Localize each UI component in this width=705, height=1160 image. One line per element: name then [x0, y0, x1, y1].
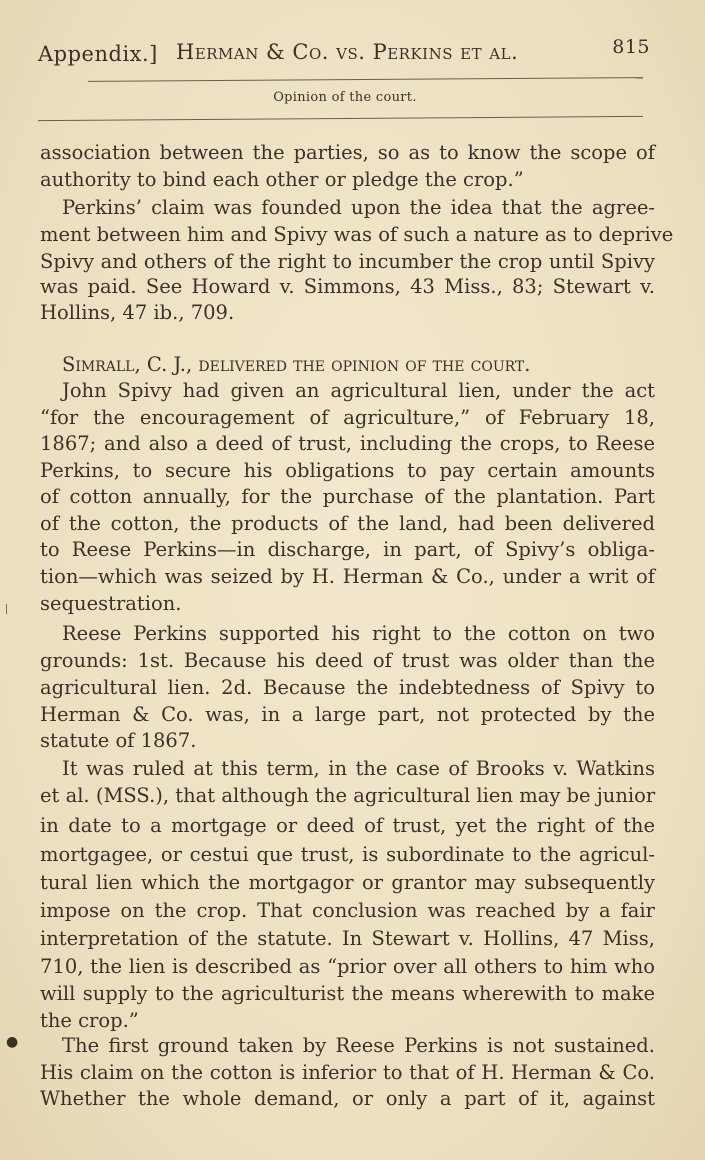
- text-line: Whether the whole demand, or only a part of it, against: [40, 1087, 655, 1110]
- header-case-title: Herman & Co. vs. Perkins et al.: [176, 40, 519, 64]
- text-line: tion—which was seized by H. Herman & Co., under a writ of: [40, 565, 655, 588]
- text-line: His claim on the cotton is inferior to that of H. Herman & Co.: [40, 1061, 655, 1084]
- text-line: authority to bind each other or pledge the crop.”: [40, 168, 524, 191]
- header-rule: [88, 77, 643, 82]
- text-line: to Reese Perkins—in discharge, in part, of Spivy’s obliga-: [40, 538, 655, 561]
- text-line: The first ground taken by Reese Perkins is not sustained.: [62, 1034, 655, 1057]
- text-line: the crop.”: [40, 1009, 139, 1032]
- subhead: Opinion of the court.: [273, 90, 417, 105]
- text-line: Perkins’ claim was founded upon the idea that the agree-: [62, 196, 655, 219]
- margin-mark: [6, 604, 7, 614]
- text-line: John Spivy had given an agricultural lien, under the act: [62, 379, 655, 402]
- text-line: will supply to the agriculturist the means wherewith to make: [40, 982, 655, 1005]
- text-line: Herman & Co. was, in a large part, not protected by the: [40, 703, 655, 726]
- text-line: tural lien which the mortgagor or grantor may subsequently: [40, 871, 655, 894]
- text-line: interpretation of the statute. In Stewart v. Hollins, 47 Miss,: [40, 927, 655, 950]
- text-line: Perkins, to secure his obligations to pay certain amounts: [40, 459, 655, 482]
- text-line: impose on the crop. That conclusion was reached by a fair: [40, 899, 655, 922]
- text-line: in date to a mortgage or deed of trust, yet the right of the: [40, 814, 655, 837]
- text-line: Hollins, 47 ib., 709.: [40, 301, 235, 324]
- text-line: statute of 1867.: [40, 729, 197, 752]
- text-line: Spivy and others of the right to incumber the crop until Spivy: [40, 250, 655, 273]
- running-header: [38, 36, 658, 70]
- text-line: It was ruled at this term, in the case of Brooks v. Watkins: [62, 757, 655, 780]
- margin-dot: ●: [6, 1034, 19, 1050]
- text-line: mortgagee, or cestui que trust, is subordinate to the agricul-: [40, 843, 655, 866]
- text-line: ment between him and Spivy was of such a nature as to deprive: [40, 223, 674, 246]
- text-line: Reese Perkins supported his right to the cotton on two: [62, 622, 655, 645]
- opinion-attribution: Simrall, C. J., delivered the opinion of the court.: [62, 353, 531, 376]
- text-line: of cotton annually, for the purchase of the plantation. Part: [40, 485, 655, 508]
- text-line: 1867; and also a deed of trust, including the crops, to Reese: [40, 432, 655, 455]
- subhead-rule: [38, 116, 643, 121]
- text-line: of the cotton, the products of the land, had been delivered: [40, 512, 655, 535]
- text-line: agricultural lien. 2d. Because the indebtedness of Spivy to: [40, 676, 655, 699]
- text-line: et al. (MSS.), that although the agricultural lien may be junior: [40, 784, 656, 807]
- header-section-label: Appendix.]: [38, 42, 158, 66]
- page-number: 815: [612, 36, 650, 58]
- text-line: 710, the lien is described as “prior over all others to him who: [40, 955, 655, 978]
- text-line: “for the encouragement of agriculture,” of February 18,: [40, 406, 655, 429]
- text-line: grounds: 1st. Because his deed of trust was older than the: [40, 649, 655, 672]
- text-line: association between the parties, so as to know the scope of: [40, 141, 655, 164]
- text-line: sequestration.: [40, 592, 182, 615]
- text-line: was paid. See Howard v. Simmons, 43 Miss., 83; Stewart v.: [40, 275, 655, 298]
